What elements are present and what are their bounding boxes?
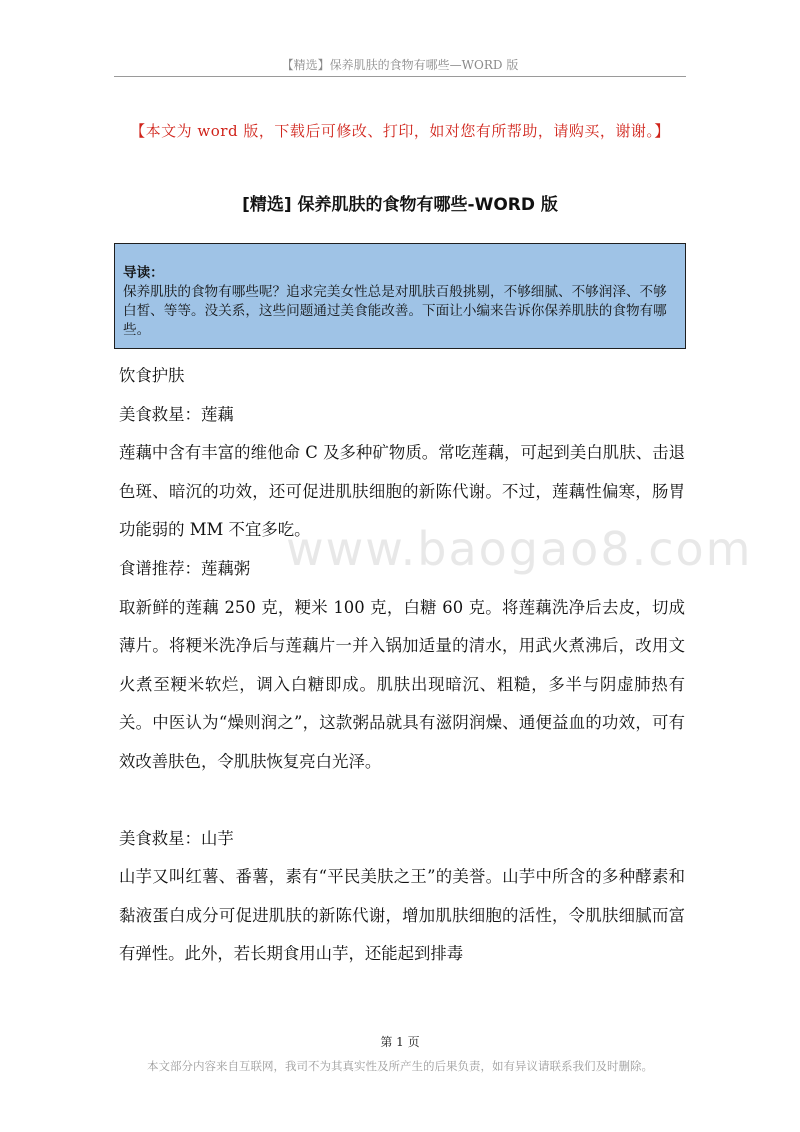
paragraph: 取新鲜的莲藕 250 克，粳米 100 克，白糖 60 克。将莲藕洗净后去皮，切成薄片。将粳米洗净后与莲藕片一并入锅加适量的清水，用武火煮沸后，改用文火煮至粳米软烂，调入白糖即成。肌肤出现暗沉、粗糙，多半与阴虚肺热有关。中医认为“燥则润之”，这款粥品就具有滋阴润燥、通便益血的功效，可有效改善肤色，令肌肤恢复亮白光泽。 bbox=[119, 597, 685, 771]
subheading: 食谱推荐：莲藕粥 bbox=[119, 558, 251, 578]
document-title: [精选] 保养肌肤的食物有哪些-WORD 版 bbox=[242, 195, 558, 215]
body-text bbox=[119, 357, 685, 974]
notice-banner: 【本文为 word 版，下载后可修改、打印，如对您有所帮助，请购买，谢谢。】 bbox=[130, 122, 670, 140]
subheading: 美食救星：山芋 bbox=[119, 828, 234, 848]
intro-label: 导读： bbox=[123, 265, 164, 281]
header-divider bbox=[114, 76, 686, 77]
page-number: 第 1 页 bbox=[380, 1035, 420, 1049]
subheading: 美食救星：莲藕 bbox=[119, 404, 234, 424]
paragraph: 莲藕中含有丰富的维他命 C 及多种矿物质。常吃莲藕，可起到美白肌肤、击退色斑、暗沉的功效，还可促进肌肤细胞的新陈代谢。不过，莲藕性偏寒，肠胃功能弱的 MM 不宜多吃。 bbox=[119, 443, 685, 540]
paragraph: 山芋又叫红薯、番薯，素有“平民美肤之王”的美誉。山芋中所含的多种酵素和黏液蛋白成分可促进肌肤的新陈代谢，增加肌肤细胞的活性，令肌肤细腻而富有弹性。此外，若长期食用山芋，还能起到排毒 bbox=[119, 867, 685, 964]
watermark: www.baogao8.com bbox=[286, 522, 753, 576]
page-footer: 本文部分内容来自互联网，我司不为其真实性及所产生的后果负责，如有异议请联系我们及时删除。 bbox=[147, 1059, 653, 1073]
page-header: 【精选】保养肌肤的食物有哪些—WORD 版 bbox=[281, 58, 519, 72]
section-heading: 饮食护肤 bbox=[119, 366, 185, 385]
intro-box bbox=[114, 243, 686, 349]
intro-text: 保养肌肤的食物有哪些呢？追求完美女性总是对肌肤百般挑剔，不够细腻、不够润泽、不够白皙、等等。没关系，这些问题通过美食能改善。下面让小编来告诉你保养肌肤的食物有哪些。 bbox=[123, 284, 667, 338]
